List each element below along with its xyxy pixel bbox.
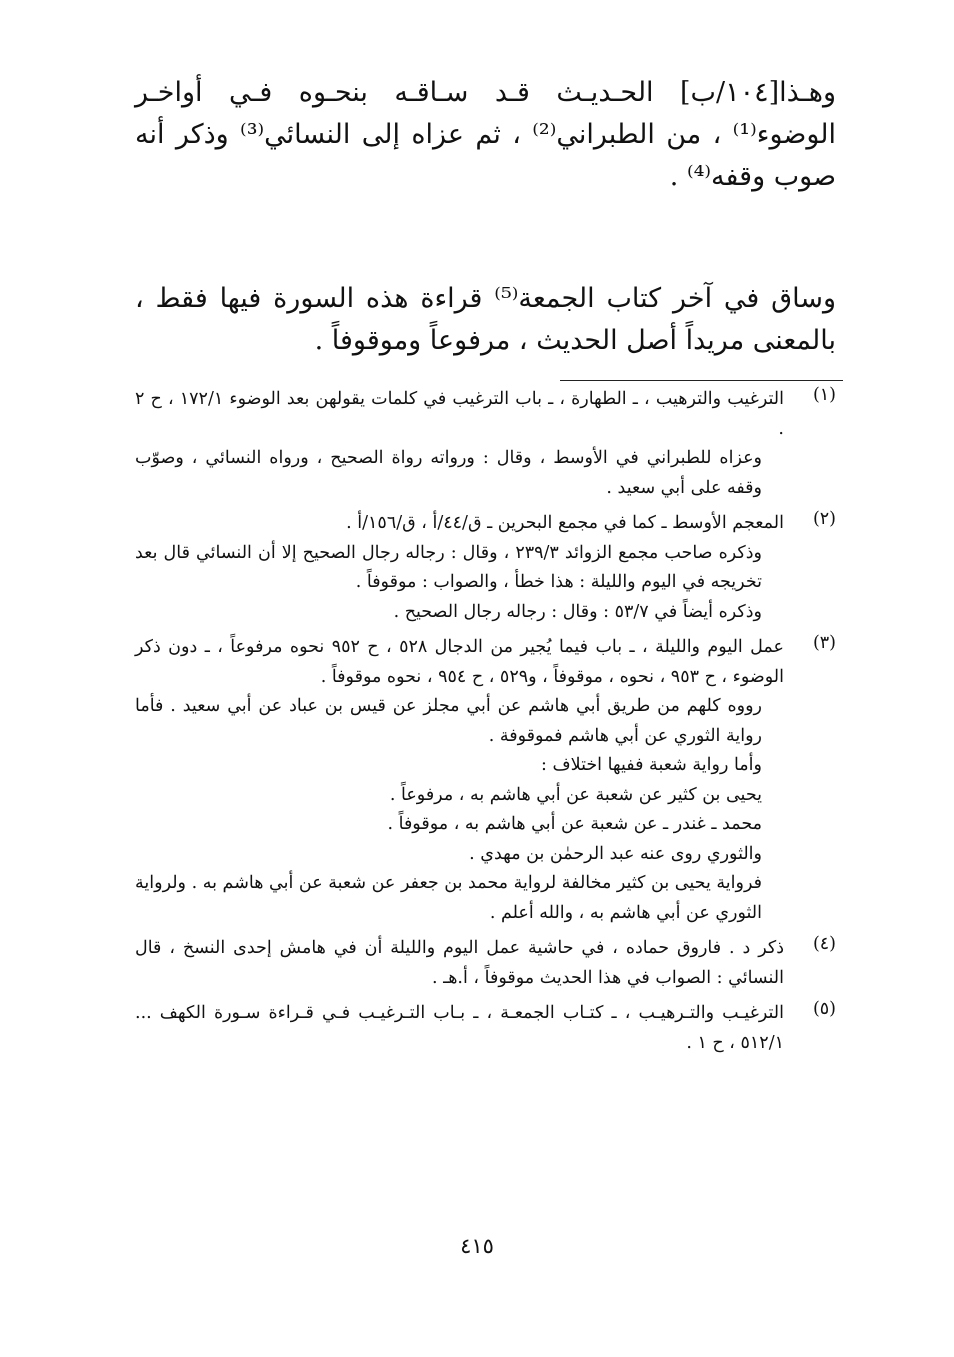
footnote-number: (١)	[812, 385, 836, 405]
footnote-line: ذكر د . فاروق حماده ، في حاشية عمل اليوم والليلة أن في هامش إحدى النسخ ، قال النسائي : الصواب في هذا الحديث موقوفاً ، أ.هـ .	[135, 938, 784, 988]
footnote-line: محمد ـ غندر ـ عن شعبة عن أبي هاشم به ، موقوفاً .	[387, 814, 762, 834]
footnote-line: يحيى بن كثير عن شعبة عن أبي هاشم به ، مرفوعاً .	[389, 784, 762, 805]
footnote-line: فرواية يحيى بن كثير مخالفة لرواية محمد بن جعفر عن شعبة عن أبي هاشم به . ولرواية الثوري عن أبي هاشم به ، والله أعلم .	[135, 873, 762, 923]
main-paragraph-1	[135, 72, 836, 198]
footnotes	[135, 385, 836, 1064]
footnote-line: عمل اليوم والليلة ، ـ باب فيما يُجير من الدجال ٥٢٨ ، ح ٩٥٢ نحوه مرفوعاً ، ـ دون ذكر الوضوء ، ح ٩٥٣ ، نحوه ، موقوفاً ، و٥٢٩ ، ح ٩٥٤ ، نحوه موقوفاً .	[135, 637, 784, 687]
footnote-number: (٣)	[812, 633, 836, 653]
main-paragraph-2	[135, 278, 836, 362]
page-number: ٤١٥	[460, 1234, 494, 1258]
main-text: وساق في آخر كتاب الجمعة⁽⁵⁾ قراءة هذه السورة فيها فقط ، بالمعنى مريداً أصل الحديث ، مرفوعاً وموقوفاً .	[135, 283, 836, 356]
footnote-4	[135, 934, 836, 993]
footnote-line: الترغيب والترهيب ، ـ الطهارة ، ـ باب الترغيب في كلمات يقولهن بعد الوضوء ١٧٢/١ ، ح ٢ .	[135, 389, 784, 439]
footnote-5	[135, 999, 836, 1058]
footnote-number: (٥)	[812, 999, 836, 1019]
footnote-number: (٤)	[812, 934, 836, 954]
footnote-line: والثوري روى عنه عبد الرحمٰن بن مهدي .	[469, 843, 762, 864]
footnote-line: المعجم الأوسط ـ كما في مجمع البحرين ـ ق/٤٤/أ ، ق/١٥٦/أ .	[346, 513, 784, 533]
footnote-line: وعزاه للطبراني في الأوسط ، وقال : ورواته رواة الصحيح ، ورواه النسائي ، وصوّب وقفه على أبي سعيد .	[135, 448, 762, 498]
footnote-line: وأما رواية شعبة ففيها اختلاف :	[541, 755, 762, 775]
footnote-line: وذكره أيضاً في ٥٣/٧ : وقال : رجاله رجال الصحيح .	[393, 601, 762, 622]
footnote-line: الترغيـب والتـرهيـب ، ـ كتـاب الجمعـة ، ـ بـاب التـرغيـب فـي قـراءة سـورة الكهف ... ٥١٢/١ ، ح ١ .	[135, 1003, 784, 1053]
footnote-1	[135, 385, 836, 503]
footnote-2	[135, 509, 836, 627]
footnote-line: وذكره صاحب مجمع الزوائد ٢٣٩/٣ ، وقال : رجاله رجال الصحيح إلا أن النسائي قال بعد تخريجه في اليوم والليلة : هذا خطأ ، والصواب : موقوفاً .	[135, 542, 762, 592]
main-text: وهـذا[١٠٤/ب] الحـديـث قـد سـاقـه بنحـوه فـي أواخـر الوضوء⁽¹⁾ ، من الطبراني⁽²⁾ ، ثم عزاه إلى النسائي⁽³⁾ وذكر أنه صوب وقفه⁽⁴⁾ .	[135, 77, 837, 192]
footnote-number: (٢)	[812, 509, 836, 529]
footnote-3	[135, 633, 836, 928]
footnote-line: رووه كلهم من طريق أبي هاشم عن أبي مجلز عن قيس بن عباد عن أبي سعيد . فأما رواية الثوري عن أبي هاشم فموقوفة .	[135, 696, 762, 746]
footnote-separator	[560, 380, 843, 381]
